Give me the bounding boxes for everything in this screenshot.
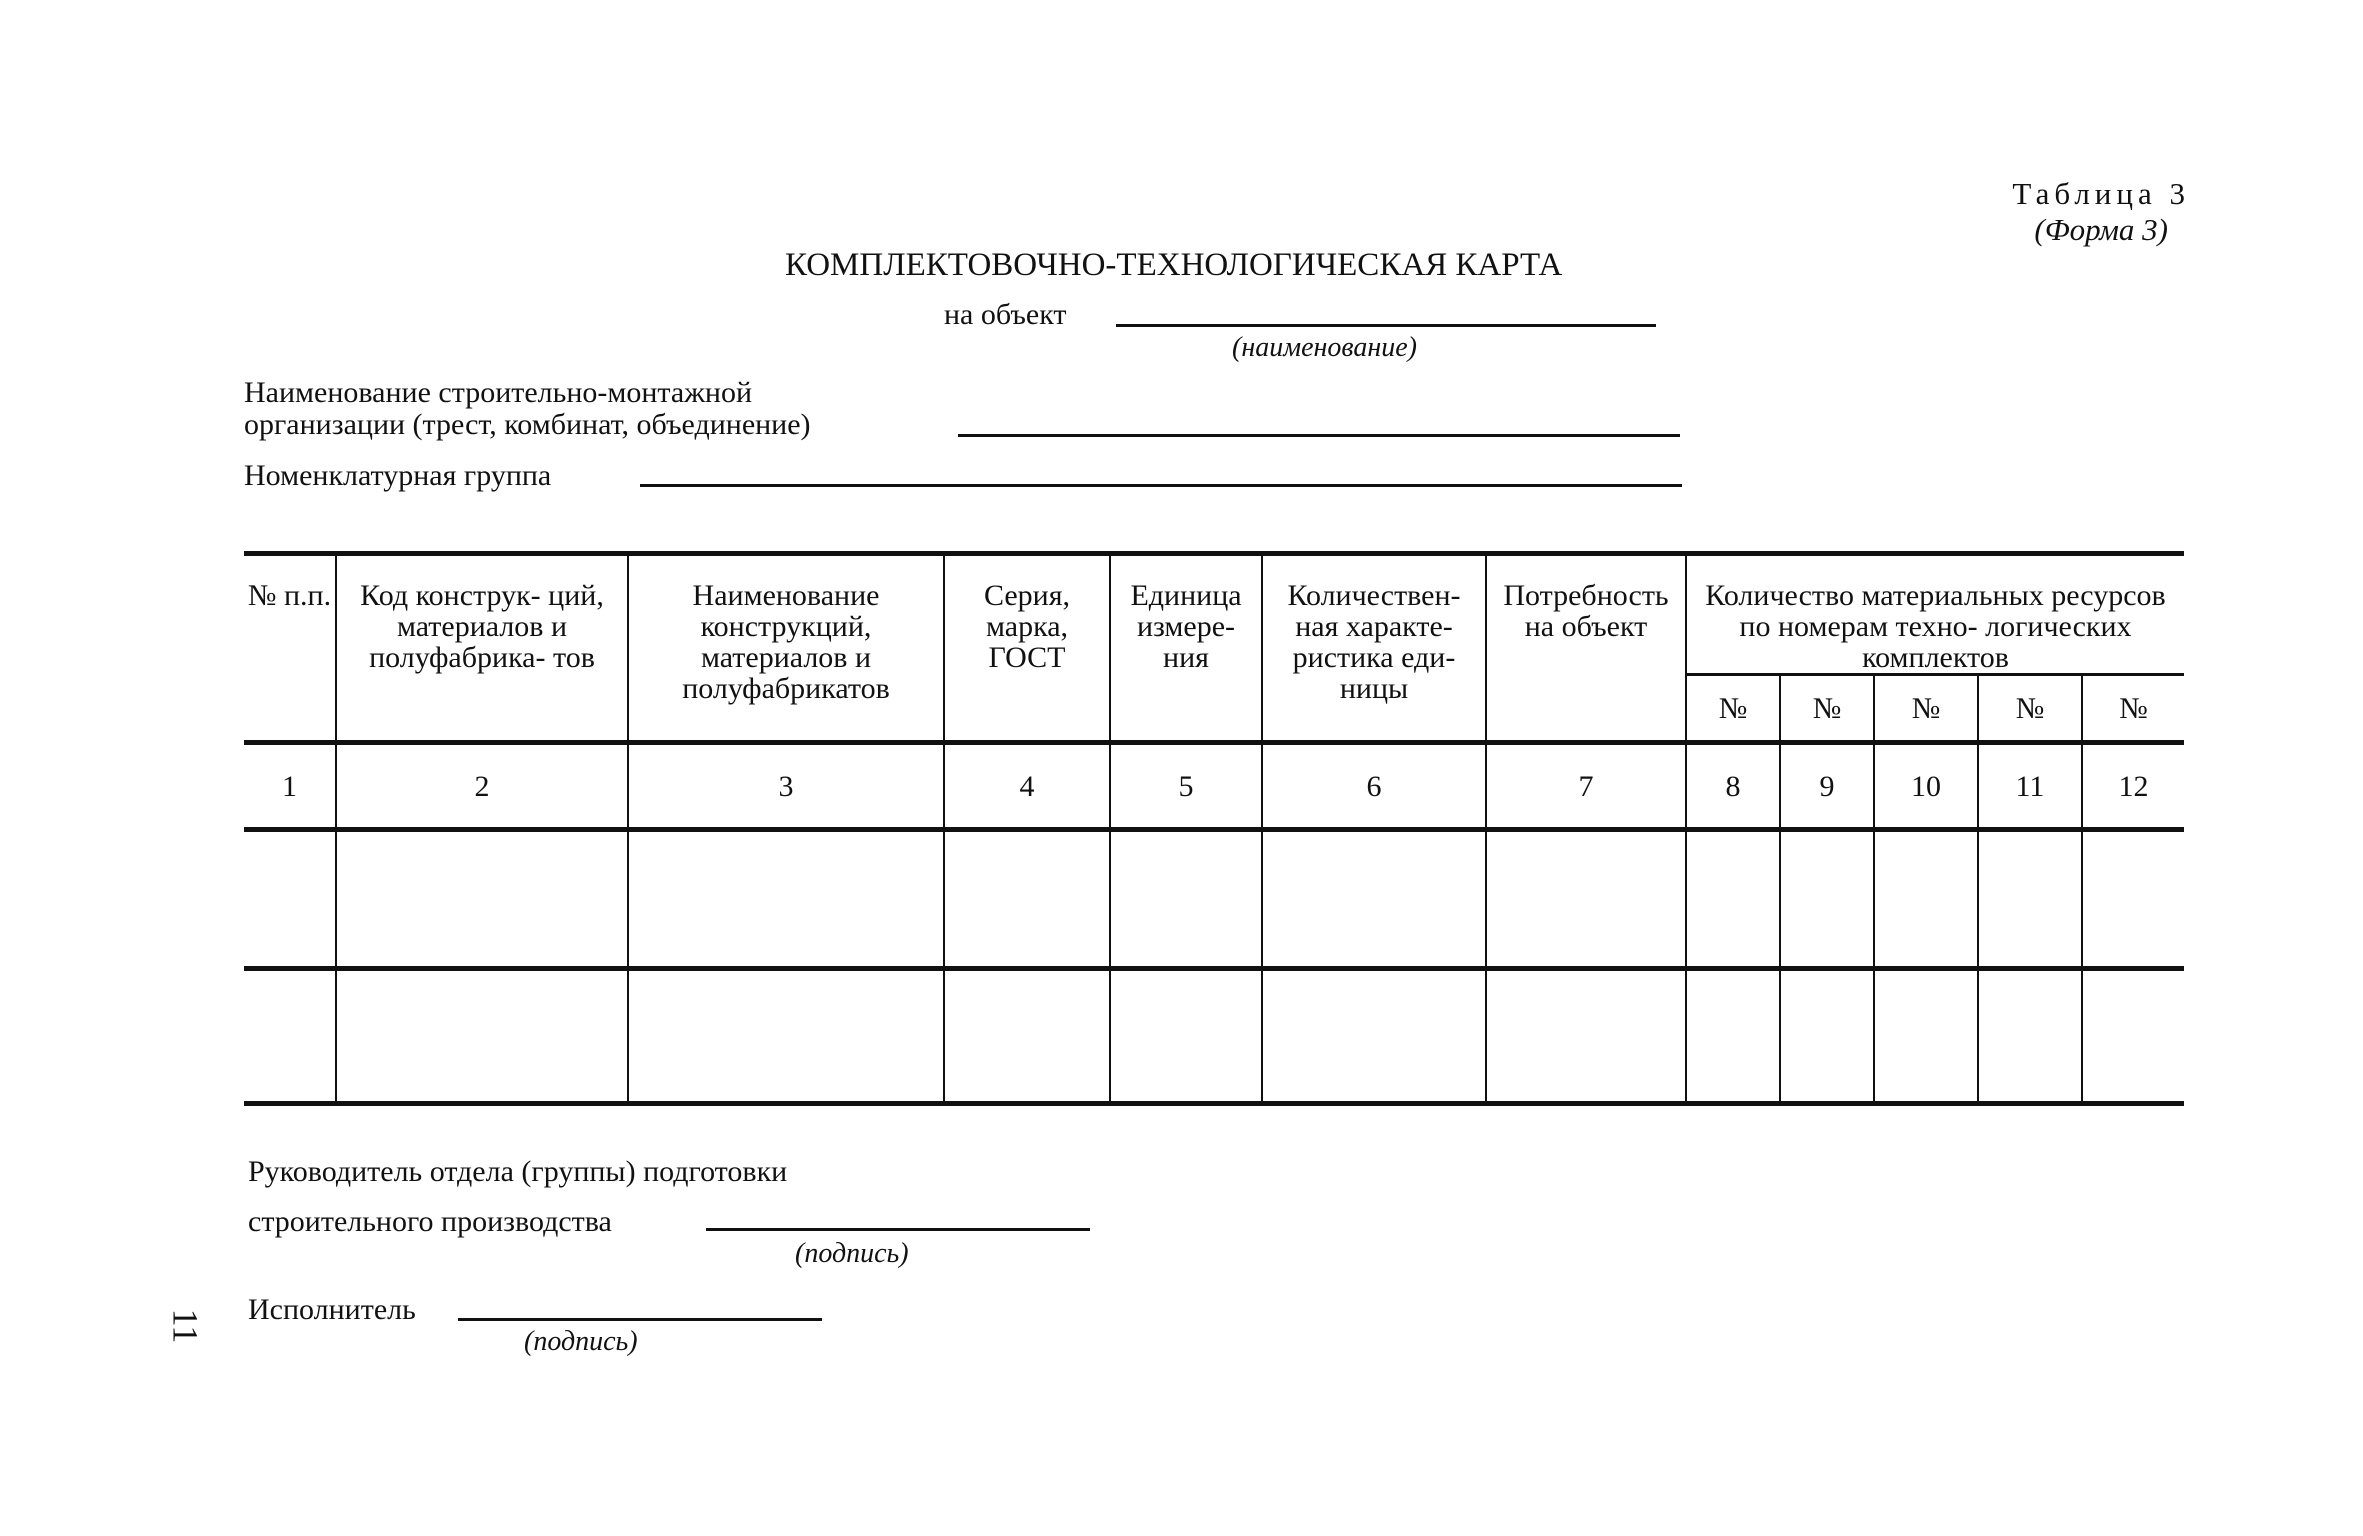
table-cell[interactable] (2082, 969, 2184, 1104)
column-number: 1 (244, 743, 336, 830)
table-cell[interactable] (2082, 830, 2184, 969)
table-cell[interactable] (1262, 830, 1486, 969)
table-cell[interactable] (1110, 830, 1262, 969)
col-header-code: Код конструк- ций, материалов и полуфабрика- тов (336, 554, 628, 743)
column-number: 6 (1262, 743, 1486, 830)
resource-table (244, 551, 2184, 1106)
table-row (244, 969, 2184, 1104)
table-cell[interactable] (244, 830, 336, 969)
table-cell[interactable] (336, 969, 628, 1104)
column-number: 4 (944, 743, 1110, 830)
column-number: 11 (1978, 743, 2082, 830)
table-cell[interactable] (1874, 969, 1978, 1104)
column-number: 9 (1780, 743, 1874, 830)
org-fill-line[interactable] (958, 434, 1680, 437)
sub-header-no: № (1780, 675, 1874, 743)
table-cell[interactable] (1110, 969, 1262, 1104)
table-row (244, 830, 2184, 969)
table-cell[interactable] (1874, 830, 1978, 969)
nomenclature-label: Номенклатурная группа (244, 459, 552, 492)
column-number: 10 (1874, 743, 1978, 830)
object-label: на объект (944, 298, 1067, 331)
column-number: 5 (1110, 743, 1262, 830)
table-label: Таблица 3 (2012, 176, 2190, 211)
head-signature-line[interactable] (706, 1228, 1090, 1231)
document-title: КОМПЛЕКТОВОЧНО-ТЕХНОЛОГИЧЕСКАЯ КАРТА (785, 247, 1563, 283)
head-signature-caption: (подпись) (795, 1238, 909, 1269)
col-header-resources: Количество материальных ресурсов по номерам техно- логических комплектов (1686, 554, 2184, 675)
table-cell[interactable] (628, 830, 944, 969)
col-header-demand: Потребность на объект (1486, 554, 1686, 743)
sub-header-no: № (1978, 675, 2082, 743)
col-header-number: № п.п. (244, 554, 336, 743)
sub-header-no: № (1686, 675, 1780, 743)
executor-signature-line[interactable] (458, 1318, 822, 1321)
form-label: (Форма 3) (2034, 212, 2168, 247)
table-cell[interactable] (1686, 969, 1780, 1104)
column-number: 8 (1686, 743, 1780, 830)
table-cell[interactable] (1686, 830, 1780, 969)
executor-label: Исполнитель (248, 1293, 416, 1326)
head-signature-label-line2: строительного производства (248, 1205, 612, 1238)
col-header-series: Серия, марка, ГОСТ (944, 554, 1110, 743)
nomenclature-fill-line[interactable] (640, 484, 1682, 487)
org-label-line2: организации (трест, комбинат, объединение) (244, 408, 811, 441)
page-number: 11 (165, 1308, 206, 1344)
table-cell[interactable] (1780, 830, 1874, 969)
column-number: 3 (628, 743, 944, 830)
table-cell[interactable] (944, 969, 1110, 1104)
column-number: 2 (336, 743, 628, 830)
table-cell[interactable] (1978, 830, 2082, 969)
sub-header-no: № (2082, 675, 2184, 743)
table-cell[interactable] (628, 969, 944, 1104)
object-fill-line[interactable] (1116, 324, 1656, 327)
table-cell[interactable] (1486, 830, 1686, 969)
table-cell[interactable] (1978, 969, 2082, 1104)
head-signature-label-line1: Руководитель отдела (группы) подготовки (248, 1155, 788, 1188)
org-label-line1: Наименование строительно-монтажной (244, 376, 753, 409)
table-cell[interactable] (1262, 969, 1486, 1104)
column-number: 12 (2082, 743, 2184, 830)
table-cell[interactable] (244, 969, 336, 1104)
table-cell[interactable] (1486, 969, 1686, 1104)
col-header-name: Наименование конструкций, материалов и полуфабрикатов (628, 554, 944, 743)
table-cell[interactable] (336, 830, 628, 969)
col-header-unit: Единица измере- ния (1110, 554, 1262, 743)
col-header-quantity-characteristic: Количествен- ная характе- ристика еди- ницы (1262, 554, 1486, 743)
executor-signature-caption: (подпись) (524, 1326, 638, 1357)
object-caption: (наименование) (1232, 332, 1418, 363)
table-cell[interactable] (944, 830, 1110, 969)
table-cell[interactable] (1780, 969, 1874, 1104)
sub-header-no: № (1874, 675, 1978, 743)
column-number: 7 (1486, 743, 1686, 830)
